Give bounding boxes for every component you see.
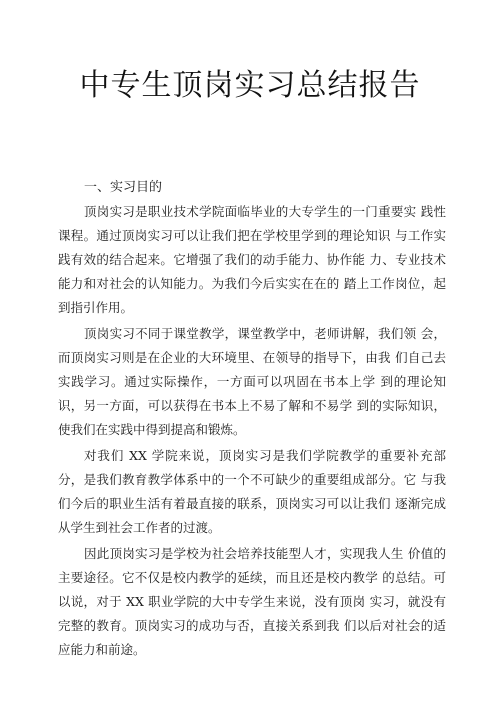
document-title: 中专生顶岗实习总结报告	[79, 68, 421, 103]
paragraph: 顶岗实习不同于课堂教学，课堂教学中，老师讲解，我们领 会，而顶岗实习则是在企业的大环境里、在领导的指导下，由我 们自己去实践学习。通过实际操作，一方面可以巩固在书本上学 到的理论知识，另一方面，可以获得在书本上不易了解和不易学 到的实际知识，使我们在实践中得到提高和锻炼。	[58, 326, 446, 437]
paragraph: 顶岗实习是职业技术学院面临毕业的大专学生的一门重要实 践性课程。通过顶岗实习可以让我们把在学校里学到的理论知识 与工作实践有效的结合起来。它增强了我们的动手能力、协作能 力、专业技术能力和对社会的认知能力。为我们今后实实在在的 踏上工作岗位，起到指引作用。	[58, 204, 446, 315]
paragraph: 对我们 XX 学院来说，顶岗实习是我们学院教学的重要补充部分，是我们教育教学体系中的一个不可缺少的重要组成部分。它 与我们今后的职业生活有着最直接的联系，顶岗实习可以让我们 逐渐完成从学生到社会工作者的过渡。	[58, 448, 446, 535]
document-body	[58, 200, 446, 664]
section-heading: 一、实习目的	[84, 180, 163, 195]
paragraph: 因此顶岗实习是学校为社会培养技能型人才，实现我人生 价值的主要途径。它不仅是校内教学的延续，而且还是校内教学 的总结。可以说，对于 XX 职业学院的大中专学生来说，没有顶岗 实习，就没有完整的教育。顶岗实习的成功与否，直接关系到我 们以后对社会的适应能力和前途。	[58, 546, 446, 657]
